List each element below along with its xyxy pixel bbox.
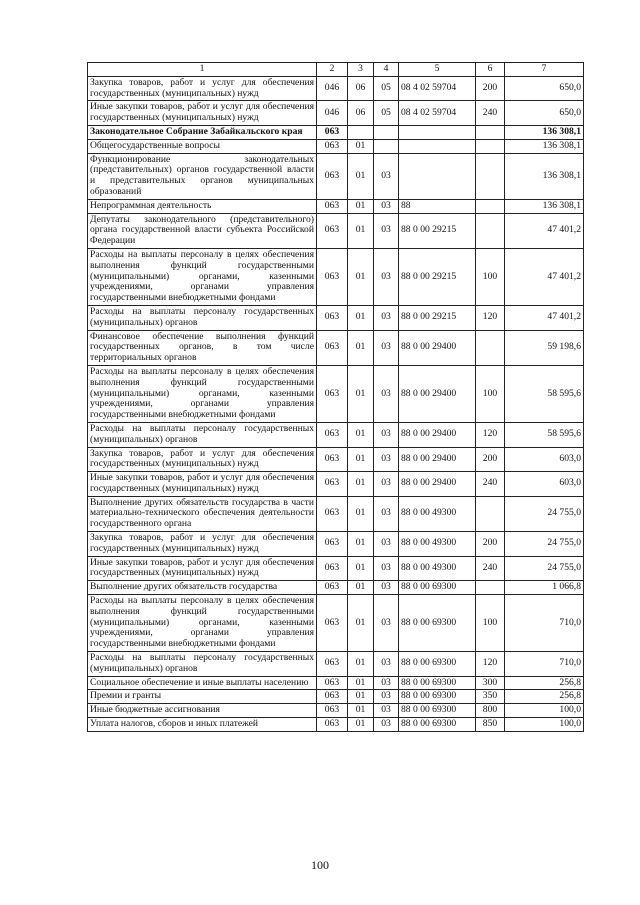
amount-cell: 24 755,0 (505, 496, 584, 531)
row-name-cell: Социальное обеспечение и иные выплаты населению (88, 676, 317, 690)
table-row (88, 447, 584, 472)
row-name-cell: Иные бюджетные ассигнования (88, 704, 317, 718)
table-row (88, 676, 584, 690)
amount-cell: 100,0 (505, 704, 584, 718)
target-article-cell: 88 0 00 69300 (399, 718, 476, 732)
subsection-cell: 03 (374, 581, 399, 595)
expense-type-cell (476, 496, 505, 531)
code-cell: 063 (317, 330, 348, 365)
code-cell: 063 (317, 422, 348, 447)
expense-type-cell: 240 (476, 472, 505, 497)
section-cell: 01 (348, 581, 374, 595)
code-cell: 063 (317, 447, 348, 472)
table-row (88, 153, 584, 199)
row-name-cell: Иные закупки товаров, работ и услуг для обеспечения государственных (муниципальных) нужд (88, 472, 317, 497)
expense-type-cell: 100 (476, 595, 505, 652)
column-header: 5 (399, 63, 476, 77)
column-header: 2 (317, 63, 348, 77)
budget-table (87, 62, 584, 732)
amount-cell: 136 308,1 (505, 153, 584, 199)
expense-type-cell (476, 581, 505, 595)
expense-type-cell (476, 125, 505, 139)
section-cell: 06 (348, 76, 374, 101)
section-cell: 01 (348, 556, 374, 581)
row-name-cell: Выполнение других обязательств государства в части материально-технического обеспечения деятельности государственного органа (88, 496, 317, 531)
subsection-cell (374, 139, 399, 153)
row-name-cell: Закупка товаров, работ и услуг для обеспечения государственных (муниципальных) нужд (88, 447, 317, 472)
subsection-cell: 03 (374, 718, 399, 732)
target-article-cell: 88 0 00 49300 (399, 556, 476, 581)
amount-cell: 603,0 (505, 447, 584, 472)
target-article-cell: 88 0 00 69300 (399, 595, 476, 652)
code-cell: 063 (317, 139, 348, 153)
column-header: 7 (505, 63, 584, 77)
target-article-cell: 88 0 00 69300 (399, 704, 476, 718)
expense-type-cell (476, 213, 505, 248)
amount-cell: 136 308,1 (505, 139, 584, 153)
amount-cell: 710,0 (505, 595, 584, 652)
row-name-cell: Расходы на выплаты персоналу в целях обеспечения выполнения функций государственными (муниципальными) органами, казенными учреждениями, органами управления государственными внебюджетными фондами (88, 365, 317, 422)
subsection-cell: 03 (374, 595, 399, 652)
code-cell: 063 (317, 125, 348, 139)
section-cell: 01 (348, 305, 374, 330)
table-row (88, 690, 584, 704)
code-cell: 063 (317, 305, 348, 330)
section-cell: 01 (348, 199, 374, 213)
table-row (88, 532, 584, 557)
row-name-cell: Иные закупки товаров, работ и услуг для обеспечения государственных (муниципальных) нужд (88, 101, 317, 126)
table-row (88, 556, 584, 581)
table-header-row (88, 63, 584, 77)
section-cell: 01 (348, 676, 374, 690)
expense-type-cell (476, 139, 505, 153)
amount-cell: 47 401,2 (505, 213, 584, 248)
subsection-cell: 03 (374, 690, 399, 704)
expense-type-cell: 100 (476, 365, 505, 422)
target-article-cell: 88 0 00 49300 (399, 532, 476, 557)
amount-cell: 58 595,6 (505, 422, 584, 447)
section-cell: 01 (348, 153, 374, 199)
section-cell: 01 (348, 213, 374, 248)
table-row (88, 101, 584, 126)
section-cell: 01 (348, 248, 374, 305)
table-row (88, 422, 584, 447)
target-article-cell: 88 (399, 199, 476, 213)
code-cell: 046 (317, 101, 348, 126)
subsection-cell: 03 (374, 652, 399, 677)
table-row (88, 472, 584, 497)
expense-type-cell (476, 199, 505, 213)
amount-cell: 100,0 (505, 718, 584, 732)
amount-cell: 24 755,0 (505, 556, 584, 581)
row-name-cell: Общегосударственные вопросы (88, 139, 317, 153)
amount-cell: 650,0 (505, 101, 584, 126)
row-name-cell: Расходы на выплаты персоналу государственных (муниципальных) органов (88, 305, 317, 330)
target-article-cell: 88 0 00 69300 (399, 581, 476, 595)
code-cell: 063 (317, 556, 348, 581)
row-name-cell: Расходы на выплаты персоналу государственных (муниципальных) органов (88, 422, 317, 447)
amount-cell: 256,8 (505, 690, 584, 704)
expense-type-cell: 200 (476, 532, 505, 557)
amount-cell: 710,0 (505, 652, 584, 677)
target-article-cell (399, 153, 476, 199)
section-cell: 01 (348, 690, 374, 704)
code-cell: 063 (317, 199, 348, 213)
subsection-cell: 03 (374, 365, 399, 422)
subsection-cell: 03 (374, 153, 399, 199)
table-row (88, 248, 584, 305)
section-cell: 01 (348, 422, 374, 447)
subsection-cell: 05 (374, 76, 399, 101)
target-article-cell: 88 0 00 29400 (399, 422, 476, 447)
table-row (88, 496, 584, 531)
subsection-cell: 03 (374, 422, 399, 447)
expense-type-cell: 240 (476, 556, 505, 581)
subsection-cell: 03 (374, 532, 399, 557)
table-row (88, 330, 584, 365)
subsection-cell: 03 (374, 556, 399, 581)
code-cell: 063 (317, 652, 348, 677)
table-row (88, 704, 584, 718)
amount-cell: 47 401,2 (505, 305, 584, 330)
expense-type-cell (476, 330, 505, 365)
code-cell: 063 (317, 581, 348, 595)
row-name-cell: Законодательное Собрание Забайкальского края (88, 125, 317, 139)
code-cell: 063 (317, 690, 348, 704)
row-name-cell: Расходы на выплаты персоналу государственных (муниципальных) органов (88, 652, 317, 677)
row-name-cell: Расходы на выплаты персоналу в целях обеспечения выполнения функций государственными (муниципальными) органами, казенными учреждениями, органами управления государственными внебюджетными фондами (88, 595, 317, 652)
target-article-cell: 88 0 00 49300 (399, 496, 476, 531)
target-article-cell: 88 0 00 29215 (399, 213, 476, 248)
table-row (88, 652, 584, 677)
target-article-cell: 88 0 00 29400 (399, 447, 476, 472)
amount-cell: 603,0 (505, 472, 584, 497)
section-cell: 01 (348, 496, 374, 531)
expense-type-cell: 200 (476, 447, 505, 472)
table-row (88, 718, 584, 732)
code-cell: 063 (317, 676, 348, 690)
section-cell (348, 125, 374, 139)
table-row (88, 76, 584, 101)
column-header: 4 (374, 63, 399, 77)
amount-cell: 59 198,6 (505, 330, 584, 365)
target-article-cell (399, 139, 476, 153)
table-row (88, 595, 584, 652)
page-number: 100 (311, 858, 329, 872)
section-cell: 01 (348, 447, 374, 472)
amount-cell: 136 308,1 (505, 199, 584, 213)
table-row (88, 581, 584, 595)
row-name-cell: Премии и гранты (88, 690, 317, 704)
expense-type-cell: 300 (476, 676, 505, 690)
subsection-cell: 03 (374, 305, 399, 330)
target-article-cell (399, 125, 476, 139)
table-row (88, 139, 584, 153)
section-cell: 01 (348, 330, 374, 365)
target-article-cell: 88 0 00 69300 (399, 652, 476, 677)
row-name-cell: Уплата налогов, сборов и иных платежей (88, 718, 317, 732)
row-name-cell: Расходы на выплаты персоналу в целях обеспечения выполнения функций государственными (муниципальными) органами, казенными учреждениями, органами управления государственными внебюджетными фондами (88, 248, 317, 305)
subsection-cell: 03 (374, 676, 399, 690)
code-cell: 063 (317, 496, 348, 531)
amount-cell: 256,8 (505, 676, 584, 690)
subsection-cell: 05 (374, 101, 399, 126)
target-article-cell: 88 0 00 29400 (399, 330, 476, 365)
expense-type-cell (476, 153, 505, 199)
subsection-cell: 03 (374, 472, 399, 497)
code-cell: 063 (317, 532, 348, 557)
section-cell: 06 (348, 101, 374, 126)
target-article-cell: 88 0 00 29215 (399, 305, 476, 330)
row-name-cell: Финансовое обеспечение выполнения функций государственных органов, в том числе территориальных органов (88, 330, 317, 365)
expense-type-cell: 120 (476, 652, 505, 677)
section-cell: 01 (348, 532, 374, 557)
code-cell: 063 (317, 595, 348, 652)
expense-type-cell: 850 (476, 718, 505, 732)
amount-cell: 24 755,0 (505, 532, 584, 557)
code-cell: 063 (317, 718, 348, 732)
section-cell: 01 (348, 365, 374, 422)
target-article-cell: 08 4 02 59704 (399, 76, 476, 101)
expense-type-cell: 240 (476, 101, 505, 126)
row-name-cell: Закупка товаров, работ и услуг для обеспечения государственных (муниципальных) нужд (88, 76, 317, 101)
code-cell: 063 (317, 248, 348, 305)
table-row (88, 213, 584, 248)
target-article-cell: 08 4 02 59704 (399, 101, 476, 126)
column-header: 1 (88, 63, 317, 77)
column-header: 3 (348, 63, 374, 77)
amount-cell: 58 595,6 (505, 365, 584, 422)
row-name-cell: Непрограммная деятельность (88, 199, 317, 213)
expense-type-cell: 350 (476, 690, 505, 704)
target-article-cell: 88 0 00 29215 (399, 248, 476, 305)
target-article-cell: 88 0 00 69300 (399, 690, 476, 704)
table-row (88, 199, 584, 213)
table-row (88, 365, 584, 422)
target-article-cell: 88 0 00 29400 (399, 365, 476, 422)
row-name-cell: Иные закупки товаров, работ и услуг для обеспечения государственных (муниципальных) нужд (88, 556, 317, 581)
expense-type-cell: 800 (476, 704, 505, 718)
section-cell: 01 (348, 718, 374, 732)
subsection-cell: 03 (374, 199, 399, 213)
code-cell: 063 (317, 365, 348, 422)
amount-cell: 650,0 (505, 76, 584, 101)
table-row (88, 125, 584, 139)
subsection-cell: 03 (374, 330, 399, 365)
row-name-cell: Выполнение других обязательств государства (88, 581, 317, 595)
subsection-cell: 03 (374, 496, 399, 531)
code-cell: 063 (317, 472, 348, 497)
expense-type-cell: 200 (476, 76, 505, 101)
section-cell: 01 (348, 472, 374, 497)
section-cell: 01 (348, 595, 374, 652)
row-name-cell: Закупка товаров, работ и услуг для обеспечения государственных (муниципальных) нужд (88, 532, 317, 557)
code-cell: 063 (317, 153, 348, 199)
section-cell: 01 (348, 652, 374, 677)
target-article-cell: 88 0 00 69300 (399, 676, 476, 690)
expense-type-cell: 120 (476, 422, 505, 447)
subsection-cell: 03 (374, 213, 399, 248)
code-cell: 063 (317, 704, 348, 718)
subsection-cell: 03 (374, 447, 399, 472)
code-cell: 063 (317, 213, 348, 248)
subsection-cell: 03 (374, 704, 399, 718)
row-name-cell: Функционирование законодательных (представительных) органов государственной власти и представительных органов муниципальных образований (88, 153, 317, 199)
section-cell: 01 (348, 139, 374, 153)
code-cell: 046 (317, 76, 348, 101)
amount-cell: 1 066,8 (505, 581, 584, 595)
section-cell: 01 (348, 704, 374, 718)
subsection-cell: 03 (374, 248, 399, 305)
expense-type-cell: 120 (476, 305, 505, 330)
expense-type-cell: 100 (476, 248, 505, 305)
column-header: 6 (476, 63, 505, 77)
amount-cell: 47 401,2 (505, 248, 584, 305)
row-name-cell: Депутаты законодательного (представительного) органа государственной власти субъекта Российской Федерации (88, 213, 317, 248)
table-row (88, 305, 584, 330)
target-article-cell: 88 0 00 29400 (399, 472, 476, 497)
amount-cell: 136 308,1 (505, 125, 584, 139)
subsection-cell (374, 125, 399, 139)
